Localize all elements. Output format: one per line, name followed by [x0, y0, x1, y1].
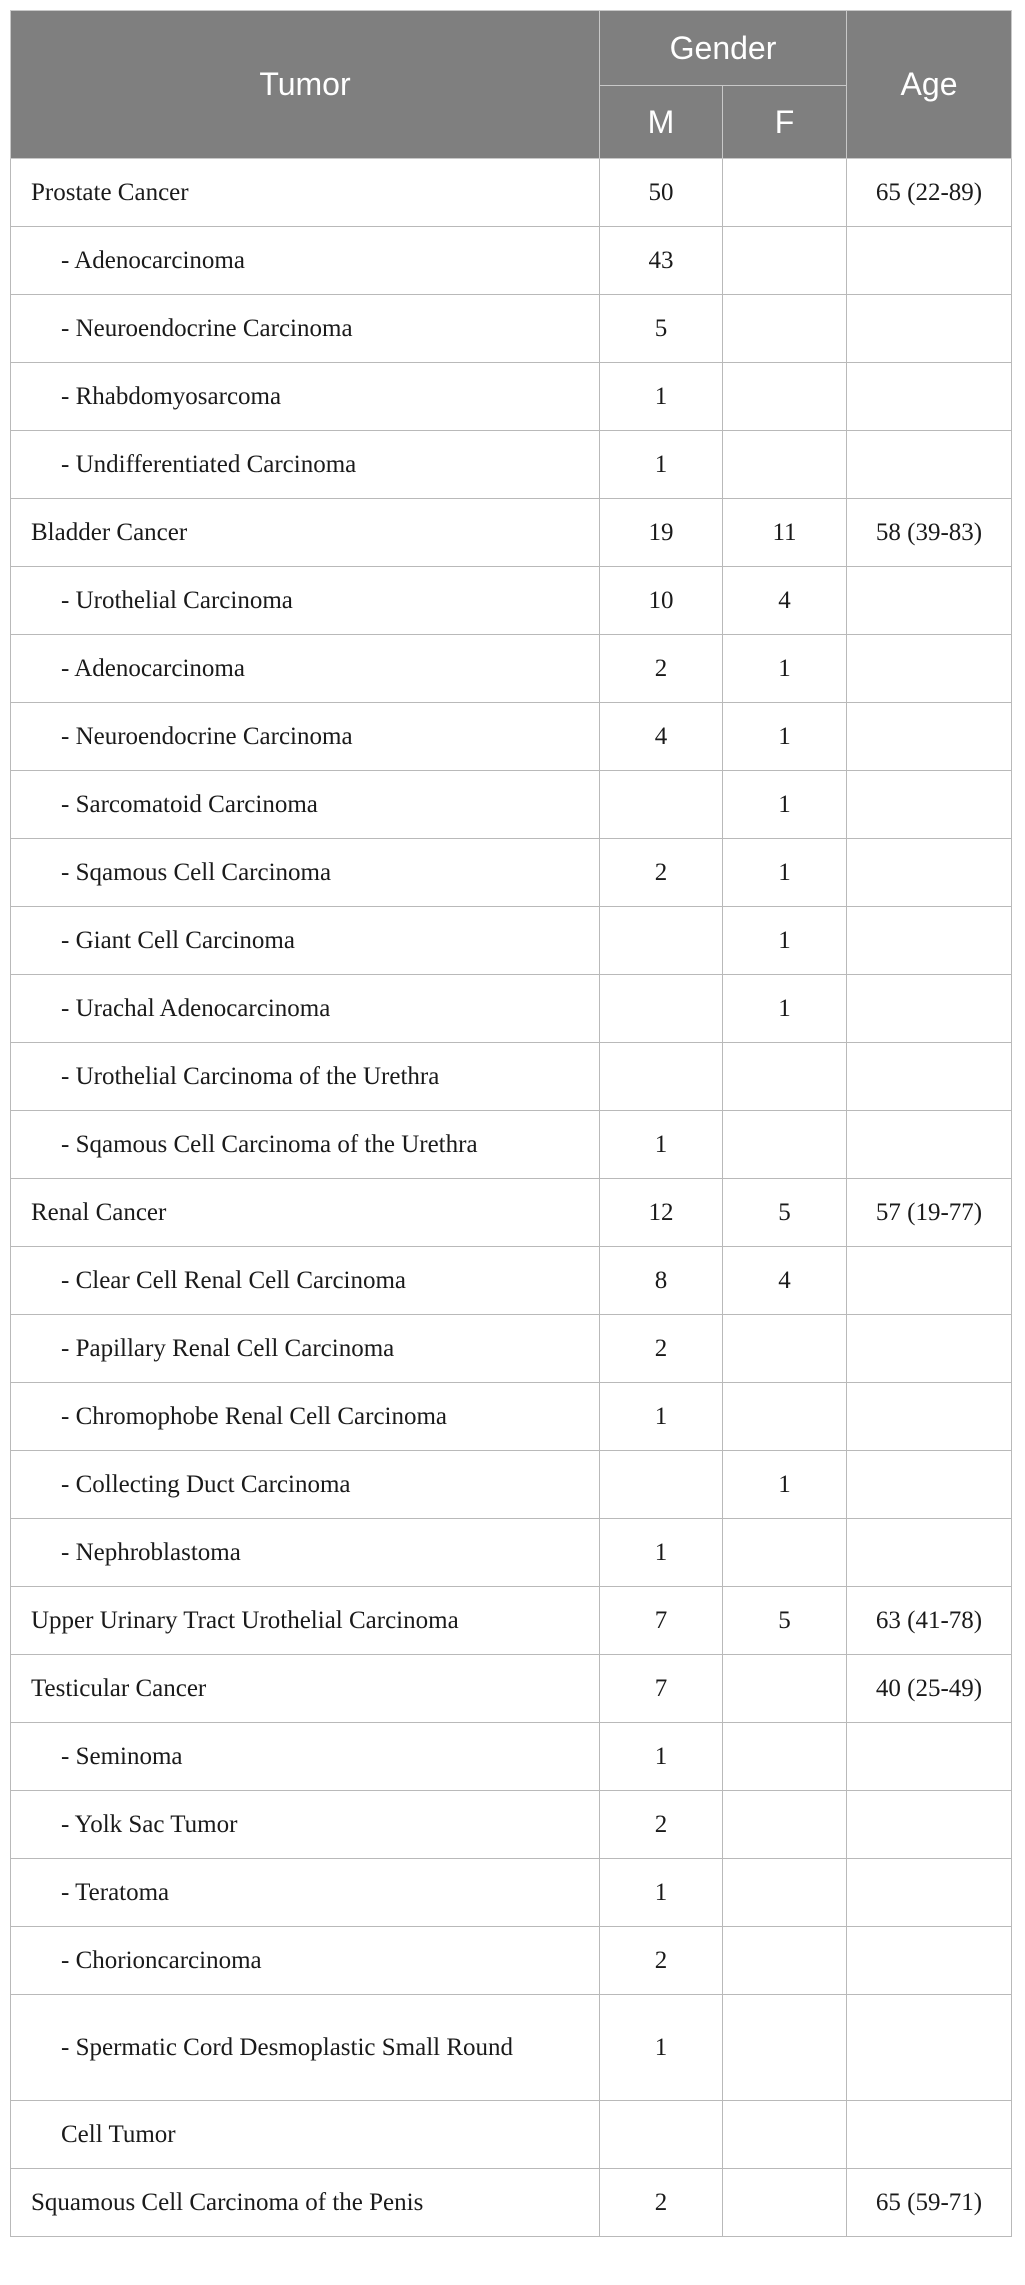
- age-cell: [847, 635, 1012, 703]
- male-count-cell: 5: [600, 295, 723, 363]
- female-count-cell: [723, 1859, 847, 1927]
- table-row: [11, 567, 1012, 635]
- age-cell: [847, 1859, 1012, 1927]
- table-row: [11, 2101, 1012, 2169]
- tumor-name-cell: - Sqamous Cell Carcinoma of the Urethra: [11, 1111, 600, 1179]
- table-row: [11, 1451, 1012, 1519]
- male-count-cell: 2: [600, 1791, 723, 1859]
- female-count-cell: 4: [723, 1247, 847, 1315]
- male-count-cell: 4: [600, 703, 723, 771]
- table-row: [11, 1043, 1012, 1111]
- table-row: [11, 1791, 1012, 1859]
- tumor-name-cell: - Neuroendocrine Carcinoma: [11, 295, 600, 363]
- table-row: [11, 1383, 1012, 1451]
- table-row: [11, 1247, 1012, 1315]
- age-cell: [847, 2101, 1012, 2169]
- male-count-cell: 8: [600, 1247, 723, 1315]
- male-count-cell: 1: [600, 1859, 723, 1927]
- table-row: [11, 635, 1012, 703]
- male-count-cell: 1: [600, 1519, 723, 1587]
- header-female: F: [723, 86, 847, 159]
- female-count-cell: [723, 1111, 847, 1179]
- table-row: [11, 1859, 1012, 1927]
- female-count-cell: [723, 1655, 847, 1723]
- age-cell: [847, 907, 1012, 975]
- female-count-cell: [723, 363, 847, 431]
- female-count-cell: 1: [723, 975, 847, 1043]
- header-tumor: Tumor: [11, 11, 600, 159]
- tumor-name-cell: Bladder Cancer: [11, 499, 600, 567]
- tumor-name-cell: - Nephroblastoma: [11, 1519, 600, 1587]
- female-count-cell: [723, 2101, 847, 2169]
- age-cell: [847, 1043, 1012, 1111]
- table-row: [11, 2169, 1012, 2237]
- age-cell: [847, 431, 1012, 499]
- tumor-name-cell: - Yolk Sac Tumor: [11, 1791, 600, 1859]
- male-count-cell: 10: [600, 567, 723, 635]
- female-count-cell: [723, 1791, 847, 1859]
- table-row: [11, 363, 1012, 431]
- age-cell: [847, 1791, 1012, 1859]
- age-cell: [847, 227, 1012, 295]
- female-count-cell: 1: [723, 1451, 847, 1519]
- table-row: [11, 1587, 1012, 1655]
- table-row: [11, 975, 1012, 1043]
- age-cell: [847, 975, 1012, 1043]
- tumor-name-cell: - Urachal Adenocarcinoma: [11, 975, 600, 1043]
- female-count-cell: 11: [723, 499, 847, 567]
- table-row: [11, 1111, 1012, 1179]
- header-gender: Gender: [600, 11, 847, 86]
- age-cell: [847, 1995, 1012, 2101]
- female-count-cell: [723, 1927, 847, 1995]
- age-cell: [847, 1247, 1012, 1315]
- male-count-cell: [600, 907, 723, 975]
- male-count-cell: [600, 1451, 723, 1519]
- male-count-cell: 2: [600, 839, 723, 907]
- age-cell: [847, 363, 1012, 431]
- female-count-cell: [723, 2169, 847, 2237]
- age-cell: [847, 295, 1012, 363]
- age-cell: 65 (59-71): [847, 2169, 1012, 2237]
- age-cell: 65 (22-89): [847, 159, 1012, 227]
- age-cell: 58 (39-83): [847, 499, 1012, 567]
- male-count-cell: 2: [600, 1315, 723, 1383]
- table-row: [11, 1723, 1012, 1791]
- tumor-name-cell: Renal Cancer: [11, 1179, 600, 1247]
- male-count-cell: 1: [600, 1723, 723, 1791]
- female-count-cell: 5: [723, 1179, 847, 1247]
- tumor-name-cell: - Urothelial Carcinoma of the Urethra: [11, 1043, 600, 1111]
- table-row: [11, 295, 1012, 363]
- tumor-name-cell: Cell Tumor: [11, 2101, 600, 2169]
- female-count-cell: [723, 1383, 847, 1451]
- female-count-cell: [723, 227, 847, 295]
- female-count-cell: 1: [723, 771, 847, 839]
- female-count-cell: 5: [723, 1587, 847, 1655]
- age-cell: [847, 1111, 1012, 1179]
- tumor-name-cell: Prostate Cancer: [11, 159, 600, 227]
- male-count-cell: [600, 2101, 723, 2169]
- tumor-name-cell: - Sarcomatoid Carcinoma: [11, 771, 600, 839]
- male-count-cell: 43: [600, 227, 723, 295]
- female-count-cell: [723, 1315, 847, 1383]
- table-row: [11, 1519, 1012, 1587]
- male-count-cell: 1: [600, 1383, 723, 1451]
- female-count-cell: 4: [723, 567, 847, 635]
- female-count-cell: [723, 1995, 847, 2101]
- tumor-name-cell: Upper Urinary Tract Urothelial Carcinoma: [11, 1587, 600, 1655]
- male-count-cell: 2: [600, 635, 723, 703]
- male-count-cell: 12: [600, 1179, 723, 1247]
- female-count-cell: [723, 1723, 847, 1791]
- male-count-cell: 7: [600, 1587, 723, 1655]
- male-count-cell: 7: [600, 1655, 723, 1723]
- tumor-name-cell: - Neuroendocrine Carcinoma: [11, 703, 600, 771]
- table-row: [11, 227, 1012, 295]
- table-header: [11, 11, 1012, 159]
- table-row: [11, 907, 1012, 975]
- tumor-name-cell: - Collecting Duct Carcinoma: [11, 1451, 600, 1519]
- table-row: [11, 499, 1012, 567]
- tumor-name-cell: - Seminoma: [11, 1723, 600, 1791]
- table-row: [11, 703, 1012, 771]
- male-count-cell: 2: [600, 2169, 723, 2237]
- tumor-name-cell: - Sqamous Cell Carcinoma: [11, 839, 600, 907]
- age-cell: [847, 1519, 1012, 1587]
- tumor-name-cell: Squamous Cell Carcinoma of the Penis: [11, 2169, 600, 2237]
- male-count-cell: [600, 1043, 723, 1111]
- age-cell: [847, 1383, 1012, 1451]
- female-count-cell: 1: [723, 703, 847, 771]
- age-cell: 40 (25-49): [847, 1655, 1012, 1723]
- male-count-cell: 1: [600, 1111, 723, 1179]
- header-age: Age: [847, 11, 1012, 159]
- age-cell: [847, 771, 1012, 839]
- male-count-cell: [600, 771, 723, 839]
- female-count-cell: [723, 1043, 847, 1111]
- female-count-cell: [723, 431, 847, 499]
- tumor-name-cell: - Teratoma: [11, 1859, 600, 1927]
- female-count-cell: [723, 295, 847, 363]
- age-cell: [847, 1315, 1012, 1383]
- table-row: [11, 839, 1012, 907]
- table-row: [11, 431, 1012, 499]
- tumor-name-cell: - Adenocarcinoma: [11, 227, 600, 295]
- age-cell: [847, 567, 1012, 635]
- age-cell: [847, 1927, 1012, 1995]
- male-count-cell: 1: [600, 1995, 723, 2101]
- male-count-cell: 2: [600, 1927, 723, 1995]
- tumor-name-cell: - Undifferentiated Carcinoma: [11, 431, 600, 499]
- tumor-name-cell: - Giant Cell Carcinoma: [11, 907, 600, 975]
- age-cell: [847, 1723, 1012, 1791]
- female-count-cell: [723, 1519, 847, 1587]
- female-count-cell: [723, 159, 847, 227]
- female-count-cell: 1: [723, 839, 847, 907]
- table-row: [11, 771, 1012, 839]
- age-cell: [847, 1451, 1012, 1519]
- age-cell: 57 (19-77): [847, 1179, 1012, 1247]
- female-count-cell: 1: [723, 907, 847, 975]
- table-row: [11, 159, 1012, 227]
- table-row: [11, 1655, 1012, 1723]
- tumor-demographics-table: [10, 10, 1012, 2237]
- table-row: [11, 1315, 1012, 1383]
- age-cell: [847, 839, 1012, 907]
- table-row: [11, 1927, 1012, 1995]
- male-count-cell: 50: [600, 159, 723, 227]
- tumor-name-cell: Testicular Cancer: [11, 1655, 600, 1723]
- tumor-name-cell: - Chromophobe Renal Cell Carcinoma: [11, 1383, 600, 1451]
- tumor-name-cell: - Adenocarcinoma: [11, 635, 600, 703]
- tumor-name-cell: - Chorioncarcinoma: [11, 1927, 600, 1995]
- male-count-cell: 1: [600, 363, 723, 431]
- table-row: [11, 1179, 1012, 1247]
- tumor-name-cell: - Papillary Renal Cell Carcinoma: [11, 1315, 600, 1383]
- age-cell: 63 (41-78): [847, 1587, 1012, 1655]
- tumor-name-cell: - Spermatic Cord Desmoplastic Small Round: [11, 1995, 600, 2101]
- female-count-cell: 1: [723, 635, 847, 703]
- tumor-name-cell: - Urothelial Carcinoma: [11, 567, 600, 635]
- age-cell: [847, 703, 1012, 771]
- tumor-name-cell: - Rhabdomyosarcoma: [11, 363, 600, 431]
- tumor-name-cell: - Clear Cell Renal Cell Carcinoma: [11, 1247, 600, 1315]
- tumor-table-container: [10, 10, 1011, 2237]
- male-count-cell: 1: [600, 431, 723, 499]
- male-count-cell: 19: [600, 499, 723, 567]
- header-male: M: [600, 86, 723, 159]
- table-body: [11, 159, 1012, 2237]
- table-row: [11, 1995, 1012, 2101]
- male-count-cell: [600, 975, 723, 1043]
